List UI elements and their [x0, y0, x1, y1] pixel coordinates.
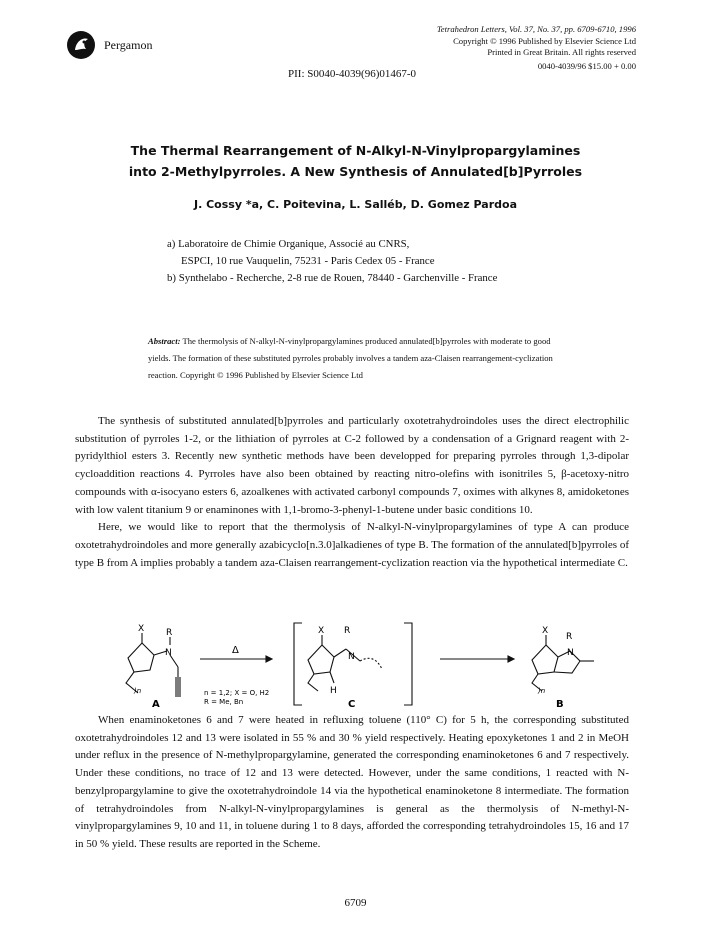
page-number: 6709: [344, 897, 367, 909]
atom-r-a: R: [166, 628, 173, 638]
publisher-logo: [66, 30, 96, 60]
title-line-1: The Thermal Rearrangement of N-Alkyl-N-Vinylpropargylamines: [130, 143, 581, 158]
atom-x-b: X: [542, 626, 549, 636]
affiliation-b: b) Synthelabo - Recherche, 2-8 rue de Rouen, 78440 - Garchenville - France: [167, 272, 498, 284]
body-text-bottom: [75, 712, 629, 854]
atom-r-c: R: [344, 626, 351, 636]
label-c: C: [348, 699, 356, 710]
reaction-scheme: [112, 615, 632, 713]
author-list: J. Cossy *a, C. Poitevina, L. Salléb, D. Gomez Pardoa: [194, 198, 517, 211]
conditions-r: R = Me, Bn: [204, 698, 244, 706]
ring-n-b: )n: [538, 687, 546, 695]
copyright-line: Copyright © 1996 Published by Elsevier Science Ltd: [453, 35, 636, 46]
affiliation-a-address: ESPCI, 10 rue Vauquelin, 75231 - Paris Cedex 05 - France: [181, 255, 435, 267]
heat-symbol: Δ: [232, 645, 239, 656]
article-title: [0, 140, 711, 182]
atom-x-c: X: [318, 626, 325, 636]
pergamon-emblem-icon: [66, 30, 96, 60]
scheme-drawing: [112, 615, 632, 713]
affiliation-a: a) Laboratoire de Chimie Organique, Associé au CNRS,: [167, 238, 410, 250]
paragraph-3: When enaminoketones 6 and 7 were heated in refluxing toluene (110° C) for 5 h, the corresponding substituted oxotetrahydroindoles 12 and 13 were isolated in 55 % and 30 % yield respectively. Heating epoxyketones 1 and 2 in MeOH under reflux in the presence of N-methylpropargylamine, generated the corresponding enaminoketones 6 and 7 respectively. Under these conditions, no trace of 12 and 13 were detected. However, under the same conditions, 1 reacted with N-benzylpropargylamine to give the oxotetrahydroindole 14 via the hypothetical enaminoketone 8 intermediate. The formation of tetrahydroindoles from N-alkyl-N-vinylpropargylamines is general as the thermolysis of N-methyl-N-vinylpropargylamines 9, 10 and 11, in toluene during 1 to 8 days, afforded the corresponding tetrahydroindoles 15, 16 and 17 in 50 % yield. These results are reported in the Scheme.: [75, 714, 629, 850]
journal-info: [376, 24, 636, 72]
conditions-n-x: n = 1,2; X = O, H2: [204, 689, 270, 697]
label-a: A: [152, 699, 160, 710]
issn-line: 0040-4039/96 $15.00 + 0.00: [537, 60, 636, 71]
atom-n-c: N: [348, 652, 355, 662]
printed-line: Printed in Great Britain. All rights reserved: [487, 47, 636, 57]
title-line-2: into 2-Methylpyrroles. A New Synthesis of Annulated[b]Pyrroles: [128, 164, 583, 179]
abstract: [148, 333, 570, 384]
atom-n-a: N: [165, 648, 172, 658]
abstract-text: The thermolysis of N-alkyl-N-vinylpropargylamines produced annulated[b]pyrroles with moderate to good yields. The formation of these substituted pyrroles probably involves a tandem aza-Claisen rearrangement-cyclization reaction. Copyright © 1996 Published by Elsevier Science Ltd: [148, 336, 553, 380]
journal-citation: Tetrahedron Letters, Vol. 37, No. 37, pp. 6709-6710, 1996: [436, 24, 636, 34]
paragraph-1: The synthesis of substituted annulated[b]pyrroles and particularly oxotetrahydroindoles uses the direct electrophilic substitution of pyrroles 1-2, or the lithiation of pyrroles at C-2 followed by a condensation of a Grignard reagent with 2-pyridylthiol esters 3. Recently new synthetic methods have been developped for preparing pyrroles through 1,3-dipolar cycloaddition reactions 4. Pyrroles have also been obtained by reacting nitro-olefins with isonitriles 5, β-acetoxy-nitro compounds with α-isocyano esters 6, azoalkenes with activated carbonyl compounds 7, oximes with alkynes 8, amidoketones with low valent titanium 9 or enaminones with 1,1-bromo-3-phenyl-1-butene under basic conditions 10.: [75, 415, 629, 516]
atom-x-a: X: [138, 624, 145, 634]
paragraph-2: Here, we would like to report that the thermolysis of N-alkyl-N-vinylpropargylamines of type A can produce oxotetrahydroindoles and more generally azabicyclo[n.3.0]alkadienes of type B. The formation of the annulated[b]pyrroles of type B from A implies probably a tandem aza-Claisen rearrangement-cyclization reaction via the hypothetical intermediate C.: [75, 521, 629, 569]
publisher-name: Pergamon: [104, 38, 153, 52]
label-b: B: [556, 699, 564, 710]
affiliations: [167, 236, 497, 287]
ring-n-a: )n: [134, 687, 142, 695]
abstract-label: Abstract:: [148, 336, 181, 346]
atom-r-b: R: [566, 632, 573, 642]
pii-identifier: PII: S0040-4039(96)01467-0: [288, 68, 417, 80]
body-text-top: [75, 413, 629, 572]
atom-h-c: H: [330, 686, 337, 696]
atom-n-b: N: [567, 648, 574, 658]
